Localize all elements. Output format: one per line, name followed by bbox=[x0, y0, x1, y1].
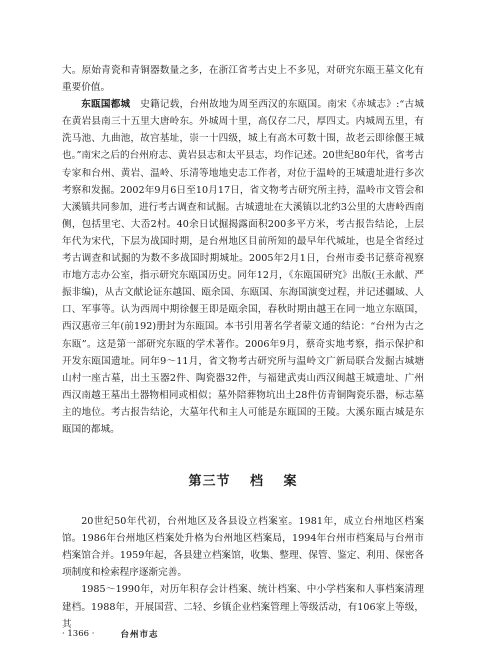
paragraph-dongou-capital bbox=[62, 96, 424, 438]
section-title: 第三节 档 案 bbox=[188, 474, 298, 490]
entry-body: 史籍记载，台州故地为周至西汉的东瓯国。南宋《赤城志》:“古城在黄岩县南三十五里大唐岭东。外城周十里，高仅存二尺，厚四丈。内城周五里，有洗马池、九曲池，故宫基址，崇一十四级，城上有高木可数十围，故老云即徐偃王城也。”南宋之后的台州府志、黄岩县志和太平县志，均作记述。20世纪80年代，省考古专家和台州、黄岩、温岭、乐清等地地史志工作者，对位于温岭的王城遗址进行多次考察和发掘。2002年9月6日至10月17日，省文物考古研究所主持，温岭市文管会和大溪镇共同参加，进行考古调查和试掘。古城遗址在大溪镇以北约3公里的大唐岭西南侧，包括里宅、大岙2村。40余日试掘揭露面积200多平方米，考古报告结论，上层年代为宋代，下层为战国时期，是台州地区目前所知的最早年代城址，也是全省经过考古调查和试掘的为数不多战国时期城址。2005年2月1日，台州市委书记蔡奇视察市地方志办公室，指示研究东瓯国历史。同年12月，《东瓯国研究》出版(王永献、严振非编)，从古文献论证东越国、瓯余国、东瓯国、东海国演变过程，并记述疆域、人口、军事等。认为西周中期徐偃王即是瓯余国，春秋时期由越王在同一地立东瓯国，西汉惠帝三年(前192)册封为东瓯国。本书引用著名学者蒙文通的结论：“台州为古之东瓯”。这是第一部研究东瓯的学术著作。2006年9月，蔡奇实地考察，指示保护和开发东瓯国遗址。同年9～11月，省文物考古研究所与温岭文广新局联合发掘古城塘山村一座古墓，出土玉器2件、陶瓷器32件，与福建武夷山西汉闽越王城遗址、广州西汉南越王墓出土器物相同或相似；墓外陪葬物坑出土28件仿青铜陶瓷乐器，标志墓主的地位。考古报告结论，大墓年代和主人可能是东瓯国的王陵。大溪东瓯古城是东瓯国的都城。 bbox=[62, 99, 424, 435]
page-body bbox=[62, 62, 424, 633]
book-title: 台州市志 bbox=[120, 630, 159, 640]
paragraph-continuation: 大。原始青瓷和青铜器数量之多，在浙江省考古史上不多见，对研究东瓯王墓文化有重要价值。 bbox=[62, 65, 424, 94]
paragraph-archives-cleanup: 1985～1990年，对历年积存会计档案、统计档案、中小学档案和人事档案清理建档。1988年，开展国营、二轻、乡镇企业档案管理上等级活动，有106家上等级，其 bbox=[62, 584, 424, 630]
page-number: · 1366 · bbox=[62, 629, 95, 639]
page-footer bbox=[62, 628, 158, 640]
paragraph-archives-history: 20世纪50年代初，台州地区及各县设立档案室。1981年，成立台州地区档案馆。1986年台州地区档案处升格为台州地区档案局，1994年台州市档案局与台州市档案馆合并。1959年起，各县建立档案馆，收集、整理、保管、鉴定、利用、保密各项制度和检索程序逐渐完善。 bbox=[62, 516, 424, 579]
entry-heading: 东瓯国都城 bbox=[81, 99, 131, 111]
